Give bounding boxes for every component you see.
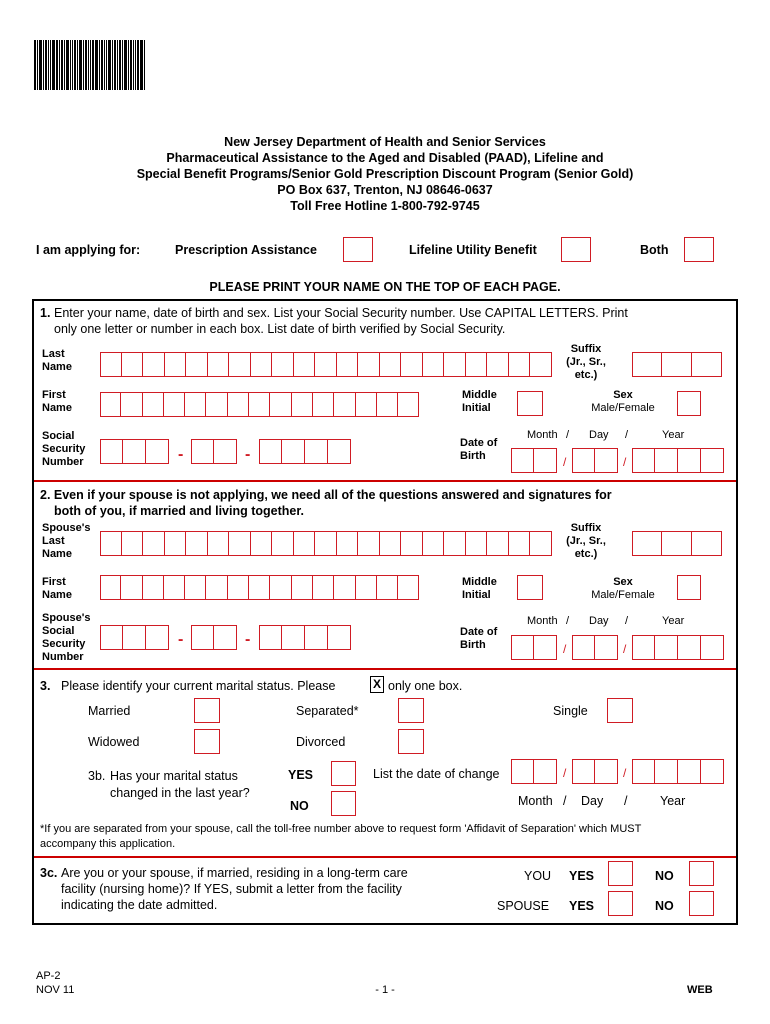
- applying-both-checkbox[interactable]: [684, 237, 714, 262]
- header-line-4: PO Box 637, Trenton, NJ 08646-0637: [277, 183, 493, 197]
- last-name-label: Last Name: [42, 348, 72, 373]
- spouse-ssn-boxes-part-2[interactable]: [191, 625, 237, 650]
- spouse-yes-label: YES: [569, 899, 595, 913]
- section-1-instructions-2: only one letter or number in each box. List date of birth verified by Social Security.: [54, 322, 506, 336]
- spouse-dob-slash-1: /: [563, 642, 567, 656]
- change-month-boxes[interactable]: [511, 759, 557, 784]
- header-line-1: New Jersey Department of Health and Senior Services: [224, 135, 546, 149]
- x-mark-example: X: [370, 676, 384, 693]
- spouse-dob-day-boxes[interactable]: [572, 635, 618, 660]
- section-3-prompt: Please identify your current marital status. Please: [61, 679, 336, 693]
- divider-2: [34, 668, 736, 670]
- section-3-number: 3.: [40, 679, 51, 693]
- section-3-prompt-end: only one box.: [388, 679, 463, 693]
- spouse-ssn-label: Spouse's Social Security Number: [42, 612, 91, 663]
- married-checkbox[interactable]: [194, 698, 220, 723]
- dob-month-label: Month: [527, 429, 558, 441]
- applying-prescription-checkbox[interactable]: [343, 237, 373, 262]
- change-year-label: Year: [660, 794, 686, 808]
- section-3b-number: 3b.: [88, 769, 106, 783]
- you-no-label: NO: [655, 869, 674, 883]
- spouse-dob-slash-2: /: [623, 642, 627, 656]
- form-date: NOV 11: [36, 984, 75, 996]
- change-day-label: Day: [581, 794, 604, 808]
- spouse-dob-year-label: Year: [662, 615, 685, 627]
- spouse-ssn-boxes-part-3[interactable]: [259, 625, 351, 650]
- dob-year-label: Year: [662, 429, 685, 441]
- spouse-ssn-dash-1: -: [178, 631, 184, 648]
- spouse-dob-day-label: Day: [589, 615, 609, 627]
- applying-label: I am applying for:: [36, 243, 141, 257]
- spouse-label: SPOUSE: [497, 899, 550, 913]
- single-checkbox[interactable]: [607, 698, 633, 723]
- first-name-label: First Name: [42, 389, 72, 414]
- 3b-yes-checkbox[interactable]: [331, 761, 356, 786]
- form-number: AP-2: [36, 970, 61, 982]
- ssn-boxes-part-3[interactable]: [259, 439, 351, 464]
- applying-prescription-label: Prescription Assistance: [175, 243, 317, 257]
- dob-slash-1: /: [563, 455, 567, 469]
- barcode: [34, 40, 168, 90]
- section-1-number: 1.: [40, 306, 51, 320]
- spouse-dob-month-boxes[interactable]: [511, 635, 557, 660]
- suffix-label: Suffix (Jr., Sr., etc.): [566, 343, 606, 381]
- spouse-first-name-label: First Name: [42, 576, 72, 601]
- change-sep-label-2: /: [624, 794, 628, 808]
- you-yes-label: YES: [569, 869, 595, 883]
- sex-box[interactable]: [677, 391, 701, 416]
- spouse-sex-box[interactable]: [677, 575, 701, 600]
- dob-label: Date of Birth: [460, 437, 498, 462]
- section-3c-question-1: Are you or your spouse, if married, residing in a long-term care: [61, 866, 408, 880]
- spouse-dob-label: Date of Birth: [460, 626, 498, 651]
- section-1-instructions-1: Enter your name, date of birth and sex. List your Social Security number. Use CAPITAL LETTERS. Print: [54, 306, 628, 320]
- spouse-dob-year-boxes[interactable]: [632, 635, 724, 660]
- spouse-sex-options: Male/Female: [591, 589, 655, 601]
- separated-label: Separated*: [296, 704, 359, 718]
- spouse-no-label: NO: [655, 899, 674, 913]
- section-3c-question-2: facility (nursing home)? If YES, submit a letter from the facility: [61, 882, 402, 896]
- section-3b-question-2: changed in the last year?: [110, 786, 250, 800]
- header-line-3: Special Benefit Programs/Senior Gold Prescription Discount Program (Senior Gold): [136, 167, 634, 181]
- middle-initial-label: Middle Initial: [462, 389, 497, 414]
- dob-slash-2: /: [623, 455, 627, 469]
- spouse-dob-sep-label-2: /: [625, 615, 629, 627]
- spouse-last-name-boxes[interactable]: [100, 531, 552, 556]
- section-2-instructions-2: both of you, if married and living together.: [54, 504, 305, 518]
- you-no-checkbox[interactable]: [689, 861, 714, 886]
- dob-sep-label-2: /: [625, 429, 629, 441]
- dob-year-boxes[interactable]: [632, 448, 724, 473]
- 3b-no-checkbox[interactable]: [331, 791, 356, 816]
- list-date-label: List the date of change: [373, 767, 500, 781]
- spouse-last-name-label: Spouse's Last Name: [42, 522, 91, 560]
- ssn-dash-1: -: [178, 446, 184, 463]
- single-label: Single: [553, 704, 588, 718]
- change-slash-1: /: [563, 766, 567, 780]
- dob-day-label: Day: [589, 429, 609, 441]
- print-notice: PLEASE PRINT YOUR NAME ON THE TOP OF EACH PAGE.: [209, 280, 561, 294]
- divorced-checkbox[interactable]: [398, 729, 424, 754]
- spouse-middle-initial-label: Middle Initial: [462, 576, 497, 601]
- dob-month-boxes[interactable]: [511, 448, 557, 473]
- spouse-dob-sep-label-1: /: [566, 615, 570, 627]
- separated-checkbox[interactable]: [398, 698, 424, 723]
- change-year-boxes[interactable]: [632, 759, 724, 784]
- change-month-label: Month: [518, 794, 553, 808]
- ssn-dash-2: -: [245, 446, 251, 463]
- separation-footnote-2: accompany this application.: [40, 838, 176, 850]
- first-name-boxes[interactable]: [100, 392, 419, 417]
- spouse-sex-label: Sex: [613, 576, 633, 588]
- dob-day-boxes[interactable]: [572, 448, 618, 473]
- web-label: WEB: [687, 984, 713, 996]
- separation-footnote-1: *If you are separated from your spouse, call the toll-free number above to request form 'Affidavit of Separation' which MUST: [40, 823, 642, 835]
- dob-sep-label-1: /: [566, 429, 570, 441]
- sex-label: Sex: [613, 389, 633, 401]
- section-3c-question-3: indicating the date admitted.: [61, 898, 218, 912]
- spouse-ssn-dash-2: -: [245, 631, 251, 648]
- section-3b-question-1: Has your marital status: [110, 769, 238, 783]
- spouse-dob-month-label: Month: [527, 615, 558, 627]
- applying-lifeline-label: Lifeline Utility Benefit: [409, 243, 537, 257]
- widowed-label: Widowed: [88, 735, 140, 749]
- page-number: - 1 -: [375, 984, 395, 996]
- header-line-2: Pharmaceutical Assistance to the Aged and Disabled (PAAD), Lifeline and: [166, 151, 604, 165]
- spouse-no-checkbox[interactable]: [689, 891, 714, 916]
- spouse-first-name-boxes[interactable]: [100, 575, 419, 600]
- spouse-ssn-boxes-part-1[interactable]: [100, 625, 169, 650]
- divider-1: [34, 480, 736, 482]
- ssn-label: Social Security Number: [42, 430, 86, 468]
- last-name-boxes[interactable]: [100, 352, 552, 377]
- applying-lifeline-checkbox[interactable]: [561, 237, 591, 262]
- change-slash-2: /: [623, 766, 627, 780]
- section-3c-number: 3c.: [40, 866, 58, 880]
- widowed-checkbox[interactable]: [194, 729, 220, 754]
- change-day-boxes[interactable]: [572, 759, 618, 784]
- you-yes-checkbox[interactable]: [608, 861, 633, 886]
- spouse-yes-checkbox[interactable]: [608, 891, 633, 916]
- header-line-5: Toll Free Hotline 1-800-792-9745: [290, 199, 480, 213]
- married-label: Married: [88, 704, 131, 718]
- ssn-boxes-part-1[interactable]: [100, 439, 169, 464]
- divider-3: [34, 856, 736, 858]
- 3b-no-label: NO: [290, 799, 309, 813]
- you-label: YOU: [524, 869, 552, 883]
- ssn-boxes-part-2[interactable]: [191, 439, 237, 464]
- suffix-boxes[interactable]: [632, 352, 722, 377]
- divorced-label: Divorced: [296, 735, 346, 749]
- 3b-yes-label: YES: [288, 768, 314, 782]
- spouse-middle-initial-box[interactable]: [517, 575, 543, 600]
- middle-initial-box[interactable]: [517, 391, 543, 416]
- section-2-instructions-1: 2. Even if your spouse is not applying, we need all of the questions answered and signatures for: [40, 488, 612, 502]
- spouse-suffix-boxes[interactable]: [632, 531, 722, 556]
- applying-both-label: Both: [640, 243, 669, 257]
- sex-options: Male/Female: [591, 402, 655, 414]
- spouse-suffix-label: Suffix (Jr., Sr., etc.): [566, 522, 606, 560]
- change-sep-label-1: /: [563, 794, 567, 808]
